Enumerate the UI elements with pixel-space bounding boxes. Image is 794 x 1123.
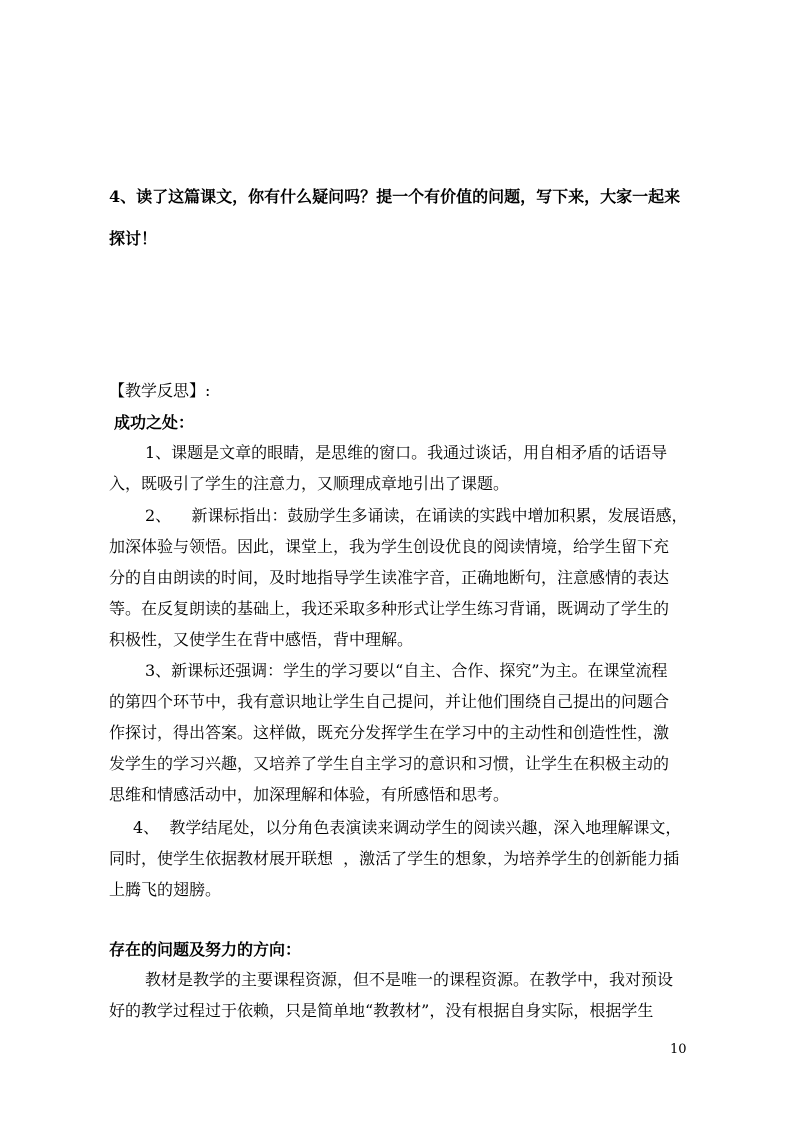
problems-line-1: 教材是教学的主要课程资源，但不是唯一的课程资源。在教学中，我对预设 bbox=[145, 970, 674, 989]
paragraph-3-line-3: 作探讨，得出答案。这样做，既充分发挥学生在学习中的主动性和创造性性，激 bbox=[109, 723, 670, 742]
paragraph-1-line-2: 入，既吸引了学生的注意力，又顺理成章地引出了课题。 bbox=[109, 474, 510, 493]
paragraph-1-line-1: 1、课题是文章的眼睛，是思维的窗口。我通过谈话，用自相矛盾的话语导 bbox=[145, 443, 668, 462]
reflection-heading: 【教学反思】: bbox=[109, 381, 211, 400]
success-heading: 成功之处： bbox=[114, 413, 195, 432]
page-number: 10 bbox=[670, 1042, 687, 1057]
question-4-line-2: 探讨！ bbox=[109, 229, 158, 248]
paragraph-2-line-5: 积极性，又使学生在背中感悟，背中理解。 bbox=[109, 630, 414, 649]
paragraph-2-line-3: 分的自由朗读的时间，及时地指导学生读准字音，正确地断句，注意感情的表达 bbox=[109, 568, 670, 587]
paragraph-2-line-2: 加深体验与领悟。因此，课堂上，我为学生创设优良的阅读情境，给学生留下充 bbox=[109, 537, 670, 556]
paragraph-4-line-1: 4、 教学结尾处，以分角色表演读来调动学生的阅读兴趣，深入地理解课文， bbox=[133, 818, 682, 837]
paragraph-4-line-3: 上腾飞的翅膀。 bbox=[109, 880, 222, 899]
paragraph-3-line-1: 3、新课标还强调：学生的学习要以“自主、合作、探究”为主。在课堂流程 bbox=[145, 661, 668, 680]
paragraph-4-line-2: 同时，使学生依据教材展开联想 ，激活了学生的想象，为培养学生的创新能力插 bbox=[109, 849, 680, 868]
problems-heading: 存在的问题及努力的方向： bbox=[109, 940, 302, 959]
paragraph-2-line-4: 等。在反复朗读的基础上，我还采取多种形式让学生练习背诵，既调动了学生的 bbox=[109, 599, 670, 618]
question-4-line-1: 4、读了这篇课文，你有什么疑问吗？提一个有价值的问题，写下来，大家一起来 bbox=[109, 187, 681, 206]
paragraph-3-line-2: 的第四个环节中，我有意识地让学生自己提问，并让他们围绕自己提出的问题合 bbox=[109, 692, 670, 711]
paragraph-3-line-4: 发学生的学习兴趣，又培养了学生自主学习的意识和习惯，让学生在积极主动的 bbox=[109, 754, 670, 773]
paragraph-2-line-1: 2、 新课标指出：鼓励学生多诵读，在诵读的实践中增加积累，发展语感， bbox=[145, 506, 688, 525]
problems-line-2: 好的教学过程过于依赖，只是简单地“教教材”，没有根据自身实际，根据学生 bbox=[109, 1001, 654, 1020]
paragraph-3-line-5: 思维和情感活动中，加深理解和体验，有所感悟和思考。 bbox=[109, 785, 510, 804]
